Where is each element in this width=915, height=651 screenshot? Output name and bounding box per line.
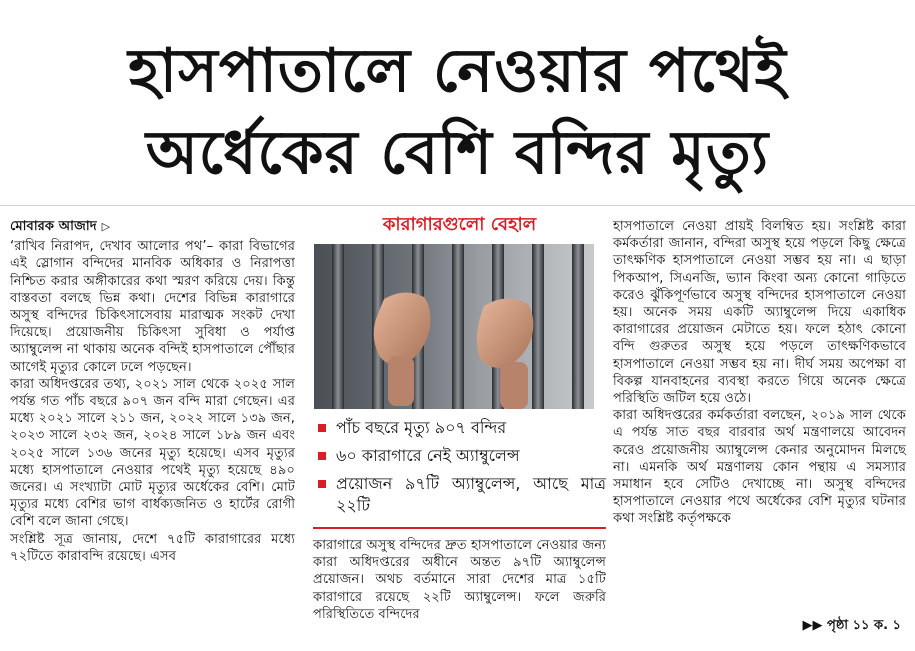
headline-line-1: হাসপাতালে নেওয়ার পথেই: [128, 36, 787, 106]
square-bullet-icon: [318, 424, 326, 432]
column-2: [313, 212, 606, 623]
headline: [0, 30, 915, 194]
triangle-icon: ▷: [101, 220, 111, 233]
red-divider: [313, 527, 606, 529]
prison-bars-illustration: [314, 244, 594, 409]
square-bullet-icon: [318, 452, 326, 460]
paragraph: সংশ্লিষ্ট সূত্র জানায়, দেশে ৭৫টি কারাগারের মধ্যে ৭২টিতে কারাবন্দি রয়েছে। এসব: [10, 531, 295, 564]
byline-author: মোবারক আজাদ: [10, 219, 97, 234]
column-3: [613, 218, 906, 528]
bars: [332, 244, 584, 409]
paragraph: কারাগারে অসুস্থ বন্দিদের দ্রুত হাসপাতালে নেওয়ার জন্য কারা অধিদপ্তরের অধীনে অন্তত ৯৭টি অ্যাম্বুলেন্স প্রয়োজন। অথচ বর্তমানে সারা দেশের মাত্র ১৫টি কারাগারে রয়েছে ২২টি অ্যাম্বুলেন্স। ফলে জরুরি পরিস্থিতিতে বন্দিদের: [313, 538, 606, 622]
paragraph: কারা অধিদপ্তরের কর্মকর্তারা বলছেন, ২০১৯ সাল থেকে এ পর্যন্ত সাত বছর বারবার অর্থ মন্ত্রণালয়ে আবেদন করেও প্রয়োজনীয় অ্যাম্বুলেন্স কেনার অনুমোদন মিলছে না। এমনকি অর্থ মন্ত্রণালয় কোন পন্থায় এ সমস্যার সমাধান হবে সেটিও দেখাচ্ছে না। অসুস্থ বন্দিদের হাসপাতালে নেওয়ার পথে অর্ধেকের বেশি মৃত্যুর ঘটনার কথা সংশ্লিষ্ট কর্তৃপক্ষকে: [613, 408, 906, 527]
top-divider: [0, 205, 915, 206]
paragraph: ‘রাখিব নিরাপদ, দেখাব আলোর পথ’– কারা বিভাগের এই স্লোগান বন্দিদের মানবিক অধিকার ও নিরাপত্তা নিশ্চিত করার অঙ্গীকারের কথা স্মরণ করিয়ে দেয়। কিন্তু বাস্তবতা বলছে ভিন্ন কথা। দেশের বিভিন্ন কারাগারে অসুস্থ বন্দিদের চিকিৎসাসেবায় মারাত্মক সংকট দেখা দিয়েছে। প্রয়োজনীয় চিকিৎসা সুবিধা ও পর্যাপ্ত অ্যাম্বুলেন্স না থাকায় অনেক বন্দিই হাসপাতালে পৌঁছার আগেই মৃত্যুর কোলে ঢলে পড়ছেন।: [10, 239, 295, 375]
bullet-item: ৬০ কারাগারে নেই অ্যাম্বুলেন্স: [315, 445, 606, 467]
prison-bars-photo: [314, 244, 594, 409]
headline-line-2: অর্ধেকের বেশি বন্দির মৃত্যু: [145, 118, 770, 188]
byline: [10, 218, 295, 235]
bullet-list: [313, 417, 606, 517]
bullet-item: পাঁচ বছরে মৃত্যু ৯০৭ বন্দির: [315, 417, 606, 439]
bullet-item: প্রয়োজন ৯৭টি অ্যাম্বুলেন্স, আছে মাত্র ২২টি: [315, 473, 606, 517]
paragraph: হাসপাতালে নেওয়া প্রায়ই বিলম্বিত হয়। সংশ্লিষ্ট কারা কর্মকর্তারা জানান, বন্দিরা অসুস্থ হয়ে পড়লে কিছু ক্ষেত্রে তাৎক্ষণিক হাসপাতালে নেওয়া সম্ভব হয় না। এ ছাড়া পিকআপ, সিএনজি, ভ্যান কিংবা অন্য কোনো গাড়িতে করেও ঝুঁকিপূর্ণভাবে অসুস্থ বন্দিদের হাসপাতালে নেওয়া হয়। অনেক সময় একটি অ্যাম্বুলেন্স দিয়ে একাধিক কারাগারের প্রয়োজন মেটাতে হয়। ফলে হঠাৎ কোনো বন্দি গুরুতর অসুস্থ হয়ে পড়লে তাৎক্ষণিকভাবে হাসপাতালে নেওয়া সম্ভব হয় না। দীর্ঘ সময় অপেক্ষা বা বিকল্প যানবাহনের ব্যবস্থা করতে গিয়ে অনেক ক্ষেত্রে পরিস্থিতি জটিল হয়ে ওঠে।: [613, 219, 906, 407]
continued-on-page: ▶▶ পৃষ্ঠা ১১ ক. ১: [802, 618, 901, 633]
box-title: কারাগারগুলো বেহাল: [382, 214, 537, 235]
paragraph: কারা অধিদপ্তরের তথ্য, ২০২১ সাল থেকে ২০২৫ সাল পর্যন্ত গত পাঁচ বছরে ৯০৭ জন বন্দি মারা গেছেন। এর মধ্যে ২০২১ সালে ২১১ জন, ২০২২ সালে ১৩৯ জন, ২০২৩ সালে ২৩২ জন, ২০২৪ সালে ১৮৯ জন এবং ২০২৫ সালে ১৩৬ জনের মৃত্যু হয়েছে। এসব মৃত্যুর মধ্যে হাসপাতালে নেওয়ার পথেই মৃত্যু হয়েছে ৪৯০ জনের। এ সংখ্যাটা মোট মৃত্যুর অর্ধেকের বেশি। মোট মৃত্যুর মধ্যে বেশির ভাগ বার্ধক্যজনিত ও হার্টের রোগী বেশি বলে জানা গেছে।: [10, 376, 295, 530]
column-1: [10, 218, 295, 565]
square-bullet-icon: [318, 480, 326, 488]
